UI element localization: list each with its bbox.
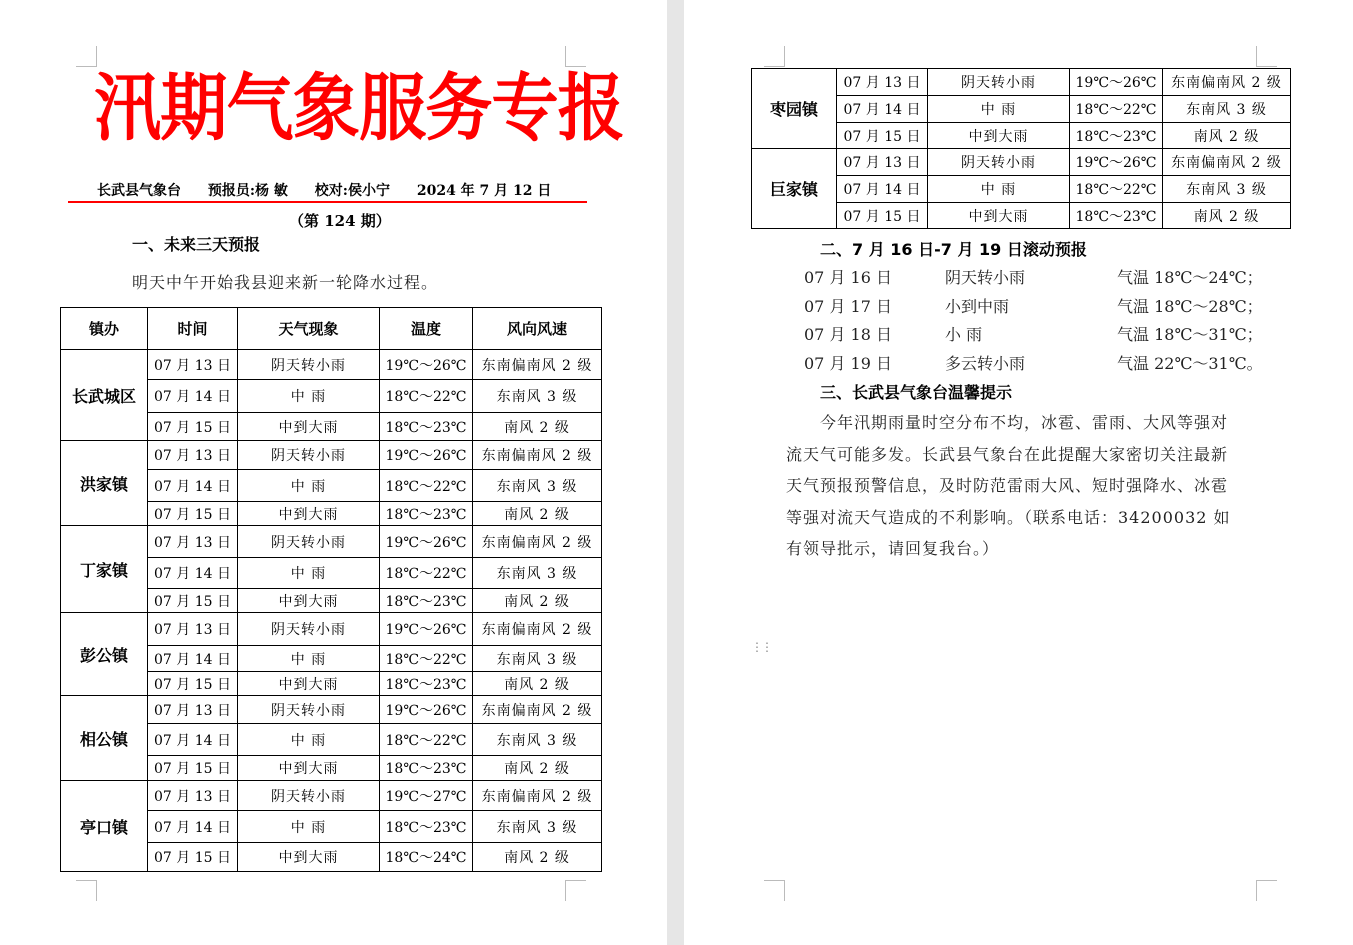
issue-number: （第 124 期） [289, 212, 391, 230]
temperature-cell: 18℃～23℃ [380, 589, 473, 613]
tip-line: 流天气可能多发。长武县气象台在此提醒大家密切关注最新 [786, 444, 1229, 464]
temperature-cell: 18℃～22℃ [380, 558, 473, 589]
rolling-temperature: 气温 18℃～28℃； [1117, 296, 1263, 316]
date-cell: 07 月 14 日 [837, 176, 928, 203]
weather-cell: 中 雨 [238, 646, 380, 672]
rolling-date: 07 月 16 日 [804, 268, 892, 287]
office-name: 长武县气象台 [97, 183, 181, 199]
wind-cell: 东南风 3 级 [473, 558, 602, 589]
weather-cell: 阴天转小雨 [238, 781, 380, 811]
column-header: 镇办 [61, 308, 148, 350]
page-gutter [667, 0, 684, 945]
date-cell: 07 月 15 日 [837, 123, 928, 149]
checker: 校对:侯小宁 [314, 183, 390, 199]
weather-cell: 阴天转小雨 [238, 696, 380, 724]
weather-cell: 中 雨 [238, 724, 380, 756]
weather-cell: 中 雨 [238, 558, 380, 589]
document-page-1 [0, 0, 667, 945]
wind-cell: 东南偏南风 2 级 [473, 441, 602, 470]
weather-cell: 中 雨 [928, 176, 1070, 203]
date-cell: 07 月 13 日 [148, 441, 238, 470]
weather-cell: 中到大雨 [238, 756, 380, 781]
date-cell: 07 月 14 日 [148, 558, 238, 589]
weather-cell: 阴天转小雨 [928, 149, 1070, 176]
wind-cell: 东南偏南风 2 级 [473, 350, 602, 380]
table-header-row [61, 308, 602, 350]
temperature-cell: 18℃～23℃ [380, 672, 473, 696]
document-page-2 [684, 0, 1353, 945]
weather-cell: 阴天转小雨 [238, 350, 380, 380]
rolling-weather: 小到中雨 [945, 296, 1010, 316]
margin-mark [1256, 880, 1277, 901]
rolling-weather: 多云转小雨 [945, 353, 1026, 373]
section-heading-1: 一、未来三天预报 [132, 235, 261, 254]
wind-cell: 南风 2 级 [473, 589, 602, 613]
wind-cell: 东南风 3 级 [473, 646, 602, 672]
weather-cell: 中 雨 [238, 380, 380, 413]
tip-line: 天气预报预警信息，及时防范雷雨大风、短时强降水、冰雹 [786, 476, 1229, 495]
wind-cell: 东南偏南风 2 级 [473, 526, 602, 558]
margin-mark [764, 46, 785, 67]
wind-cell: 东南风 3 级 [473, 380, 602, 413]
weather-cell: 中到大雨 [928, 123, 1070, 149]
issue-date: 2024 年 7 月 12 日 [416, 183, 552, 199]
date-cell: 07 月 14 日 [837, 96, 928, 123]
temperature-cell: 19℃～26℃ [380, 441, 473, 470]
date-cell: 07 月 14 日 [148, 724, 238, 756]
table-row [61, 781, 602, 811]
date-cell: 07 月 15 日 [148, 843, 238, 872]
wind-cell: 东南偏南风 2 级 [473, 781, 602, 811]
wind-cell: 南风 2 级 [473, 672, 602, 696]
weather-cell: 阴天转小雨 [928, 69, 1070, 96]
forecaster: 预报员:杨 敏 [207, 183, 288, 199]
town-name: 亭口镇 [61, 781, 148, 872]
tip-line: 等强对流天气造成的不利影响。（联系电话：34200032 如 [786, 507, 1231, 527]
date-cell: 07 月 13 日 [148, 781, 238, 811]
wind-cell: 南风 2 级 [473, 413, 602, 441]
wind-cell: 东南风 3 级 [1163, 96, 1291, 123]
town-name: 彭公镇 [61, 613, 148, 696]
column-header: 温度 [380, 308, 473, 350]
table-row [61, 696, 602, 724]
temperature-cell: 18℃～22℃ [380, 724, 473, 756]
temperature-cell: 18℃～23℃ [380, 811, 473, 843]
column-header: 时间 [148, 308, 238, 350]
date-cell: 07 月 15 日 [148, 756, 238, 781]
town-name: 长武城区 [61, 350, 148, 441]
weather-cell: 中到大雨 [238, 589, 380, 613]
report-title: 汛期气象服务专报 [94, 65, 624, 151]
date-cell: 07 月 13 日 [837, 149, 928, 176]
rolling-temperature: 气温 18℃～31℃； [1117, 325, 1263, 344]
date-cell: 07 月 13 日 [148, 696, 238, 724]
table-row [752, 149, 1291, 176]
wind-cell: 南风 2 级 [473, 843, 602, 872]
margin-mark [76, 880, 97, 901]
date-cell: 07 月 13 日 [148, 613, 238, 646]
town-name: 丁家镇 [61, 526, 148, 613]
town-name: 枣园镇 [752, 69, 837, 149]
date-cell: 07 月 15 日 [148, 502, 238, 526]
wind-cell: 东南风 3 级 [473, 811, 602, 843]
wind-cell: 东南风 3 级 [473, 470, 602, 502]
table-row [61, 613, 602, 646]
temperature-cell: 18℃～23℃ [1070, 123, 1163, 149]
temperature-cell: 18℃～23℃ [380, 502, 473, 526]
date-cell: 07 月 13 日 [837, 69, 928, 96]
margin-mark [764, 880, 785, 901]
temperature-cell: 18℃～23℃ [380, 413, 473, 441]
temperature-cell: 18℃～22℃ [380, 470, 473, 502]
section-heading-2: 二、7 月 16 日-7 月 19 日滚动预报 [820, 240, 1087, 259]
date-cell: 07 月 15 日 [148, 413, 238, 441]
table-row [61, 441, 602, 470]
date-cell: 07 月 14 日 [148, 811, 238, 843]
margin-mark [565, 46, 586, 67]
tip-line: 今年汛期雨量时空分布不均，冰雹、雷雨、大风等强对 [820, 413, 1229, 432]
wind-cell: 东南偏南风 2 级 [1163, 149, 1291, 176]
temperature-cell: 18℃～22℃ [380, 646, 473, 672]
weather-cell: 中到大雨 [238, 843, 380, 872]
wind-cell: 东南偏南风 2 级 [473, 696, 602, 724]
town-name: 相公镇 [61, 696, 148, 781]
temperature-cell: 18℃～23℃ [1070, 203, 1163, 229]
margin-mark [1256, 46, 1277, 67]
temperature-cell: 19℃～26℃ [380, 696, 473, 724]
byline [97, 180, 573, 200]
rolling-date: 07 月 19 日 [804, 353, 892, 373]
town-name: 巨家镇 [752, 149, 837, 229]
temperature-cell: 19℃～26℃ [380, 613, 473, 646]
temperature-cell: 18℃～22℃ [1070, 176, 1163, 203]
wind-cell: 南风 2 级 [473, 756, 602, 781]
table-row [752, 69, 1291, 96]
temperature-cell: 19℃～27℃ [380, 781, 473, 811]
temperature-cell: 18℃～22℃ [1070, 96, 1163, 123]
weather-cell: 阴天转小雨 [238, 613, 380, 646]
section1-intro: 明天中午开始我县迎来新一轮降水过程。 [132, 273, 439, 292]
weather-cell: 中到大雨 [238, 413, 380, 441]
rolling-temperature: 气温 18℃～24℃； [1117, 268, 1263, 287]
tip-line: 有领导批示，请回复我台。） [786, 539, 1000, 558]
wind-cell: 南风 2 级 [473, 502, 602, 526]
column-header: 天气现象 [238, 308, 380, 350]
margin-mark [565, 880, 586, 901]
section-heading-3: 三、长武县气象台温馨提示 [820, 383, 1013, 402]
date-cell: 07 月 14 日 [148, 646, 238, 672]
rolling-temperature: 气温 22℃～31℃。 [1117, 353, 1263, 373]
date-cell: 07 月 14 日 [148, 470, 238, 502]
weather-cell: 中到大雨 [928, 203, 1070, 229]
wind-cell: 东南偏南风 2 级 [1163, 69, 1291, 96]
temperature-cell: 19℃～26℃ [1070, 69, 1163, 96]
wind-cell: 南风 2 级 [1163, 203, 1291, 229]
rolling-weather: 阴天转小雨 [945, 268, 1026, 287]
weather-cell: 中到大雨 [238, 672, 380, 696]
rolling-date: 07 月 17 日 [804, 296, 892, 316]
weather-cell: 中到大雨 [238, 502, 380, 526]
wind-cell: 东南风 3 级 [1163, 176, 1291, 203]
weather-cell: 中 雨 [928, 96, 1070, 123]
date-cell: 07 月 15 日 [148, 589, 238, 613]
date-cell: 07 月 14 日 [148, 380, 238, 413]
temperature-cell: 18℃～22℃ [380, 380, 473, 413]
wind-cell: 东南风 3 级 [473, 724, 602, 756]
table-row [61, 526, 602, 558]
weather-cell: 中 雨 [238, 811, 380, 843]
table-row [61, 350, 602, 380]
temperature-cell: 18℃～24℃ [380, 843, 473, 872]
weather-cell: 阴天转小雨 [238, 441, 380, 470]
column-header: 风向风速 [473, 308, 602, 350]
drag-handle-icon[interactable]: ⋮⋮ [751, 640, 771, 654]
date-cell: 07 月 15 日 [837, 203, 928, 229]
forecast-table [60, 307, 602, 872]
date-cell: 07 月 13 日 [148, 526, 238, 558]
rolling-date: 07 月 18 日 [804, 325, 892, 344]
town-name: 洪家镇 [61, 441, 148, 526]
date-cell: 07 月 13 日 [148, 350, 238, 380]
wind-cell: 东南偏南风 2 级 [473, 613, 602, 646]
date-cell: 07 月 15 日 [148, 672, 238, 696]
wind-cell: 南风 2 级 [1163, 123, 1291, 149]
title-divider [68, 201, 587, 203]
weather-cell: 中 雨 [238, 470, 380, 502]
temperature-cell: 19℃～26℃ [380, 350, 473, 380]
weather-cell: 阴天转小雨 [238, 526, 380, 558]
temperature-cell: 19℃～26℃ [380, 526, 473, 558]
forecast-table-continued [751, 68, 1291, 229]
temperature-cell: 18℃～23℃ [380, 756, 473, 781]
rolling-weather: 小 雨 [945, 325, 983, 344]
temperature-cell: 19℃～26℃ [1070, 149, 1163, 176]
